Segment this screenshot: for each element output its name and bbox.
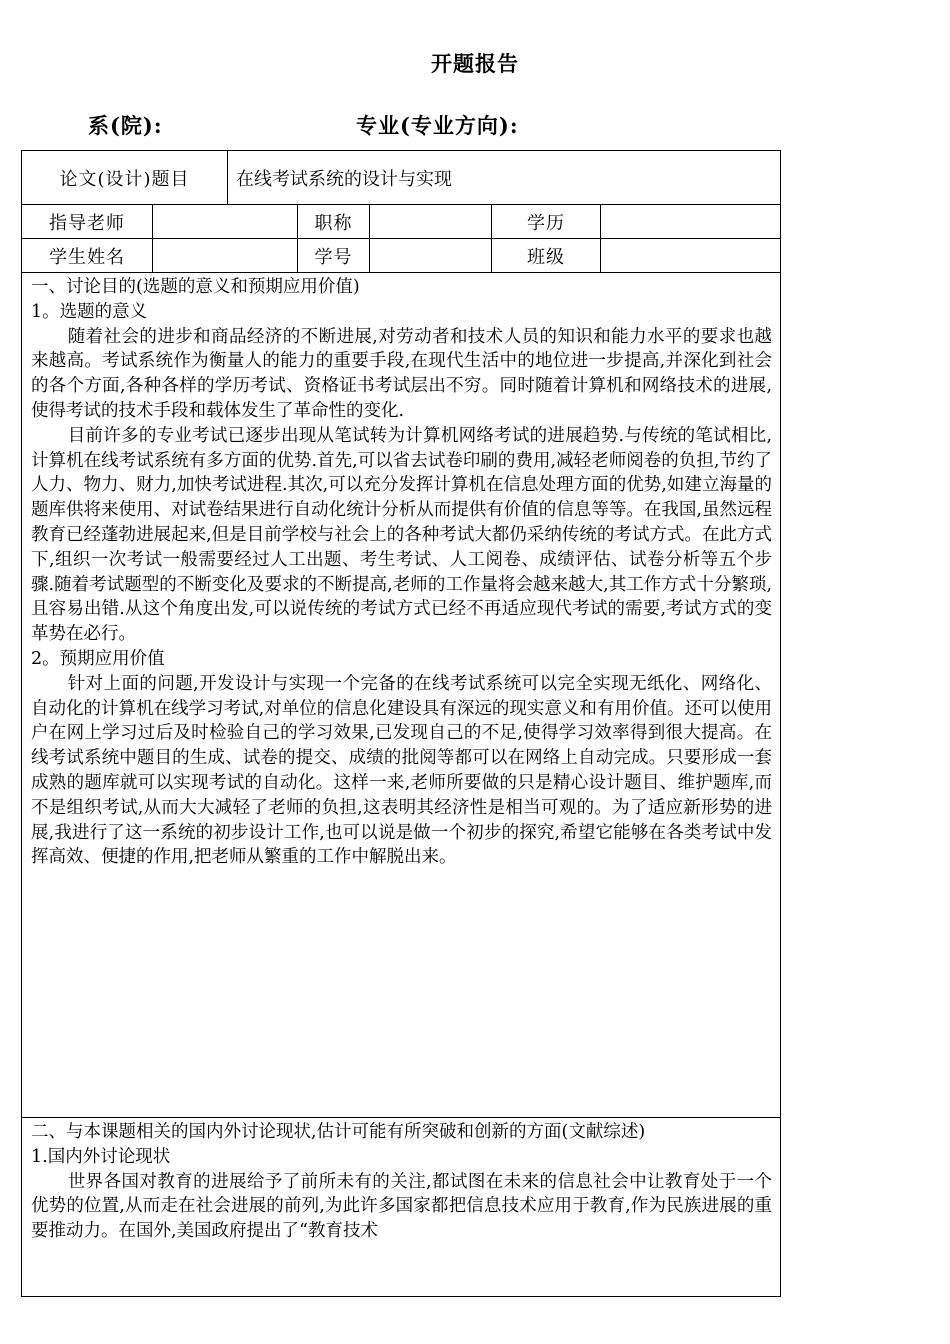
title-label: 职称 [298,205,370,239]
proposal-form-table [21,150,781,1297]
advisor-label: 指导老师 [22,205,153,239]
significance-paragraph-1: 随着社会的进步和商品经济的不断进展,对劳动者和技术人员的知识和能力水平的要求也越来越高。考试系统作为衡量人的能力的重要手段,在现代生活中的地位进一步提高,并深化到社会的各个方面,各种各样的学历考试、资格证书考试层出不穷。同时随着计算机和网络技术的进展,使得考试的技术手段和载体发生了革命性的变化. [31,326,773,421]
title-value[interactable] [370,205,492,239]
student-name-label: 学生姓名 [22,239,153,273]
research-status-heading: 1.国内外讨论现状 [31,1146,171,1167]
significance-paragraph-2: 目前许多的专业考试已逐步出现从笔试转为计算机网络考试的进展趋势.与传统的笔试相比,计算机在线考试系统有多方面的优势.首先,可以省去试卷印刷的费用,减轻老师阅卷的负担,节约了人力、物力、财力,加快考试进程.其次,可以充分发挥计算机在信息处理方面的优势,如建立海量的题库供将来使用、对试卷结果进行自动化统计分析从而提供有价值的信息等等。在我国,虽然远程教育已经蓬勃进展起来,但是目前学校与社会上的各种考试大都仍采纳传统的考试方式。在此方式下,组织一次考试一般需要经过人工出题、考生考试、人工阅卷、成绩评估、试卷分析等五个步骤.随着考试题型的不断变化及要求的不断提高,老师的工作量将会越来越大,其工作方式十分繁琐,且容易出错.从这个角度出发,可以说传统的考试方式已经不再适应现代考试的需要,考试方式的变革势在必行。 [31,425,773,645]
advisor-value[interactable] [153,205,298,239]
research-status-paragraph: 世界各国对教育的进展给予了前所未有的关注,都试图在未来的信息社会中让教育处于一个优势的位置,从而走在社会进展的前列,为此许多国家都把信息技术应用于教育,作为民族进展的重要推动力。在国外,美国政府提出了“教育技术 [31,1171,773,1242]
student-id-label: 学号 [298,239,370,273]
significance-heading: 1。选题的意义 [31,301,148,322]
degree-label: 学历 [492,205,601,239]
application-value-paragraph: 针对上面的问题,开发设计与实现一个完备的在线考试系统可以完全实现无纸化、网络化、自动化的计算机在线学习考试,对单位的信息化建设具有深远的现实意义和有用价值。还可以使用户在网上学习过后及时检验自己的学习效果,已发现自己的不足,使得学习效率得到很大提高。在线考试系统中题目的生成、试卷的提交、成绩的批阅等都可以在网络上自动完成。只要形成一套成熟的题库就可以实现考试的自动化。这样一来,老师所要做的只是精心设计题目、维护题库,而不是组织考试,从而大大减轻了老师的负担,这表明其经济性是相当可观的。为了适应新形势的进展,我进行了这一系统的初步设计工作,也可以说是做一个初步的探究,希望它能够在各类考试中发挥高效、便捷的作用,把老师从繁重的工作中解脱出来。 [31,673,773,868]
research-purpose-section [22,273,781,1118]
department-label: 系(院): [88,113,163,138]
advisor-row [22,205,781,239]
degree-value[interactable] [601,205,781,239]
section-two-row [22,1118,781,1297]
class-label: 班级 [492,239,601,273]
topic-label: 论文(设计)题目 [22,151,228,205]
major-label: 专业(专业方向): [356,113,519,138]
section-one-heading: 一、讨论目的(选题的意义和预期应用价值) [31,277,360,297]
literature-review-section [22,1118,781,1297]
topic-value[interactable]: 在线考试系统的设计与实现 [228,151,781,205]
section-one-row [22,273,781,1118]
class-value[interactable] [601,239,781,273]
student-row [22,239,781,273]
section-two-heading: 二、与本课题相关的国内外讨论现状,估计可能有所突破和创新的方面(文献综述) [31,1122,646,1142]
topic-row [22,151,781,205]
page-title: 开题报告 [431,51,519,76]
application-value-heading: 2。预期应用价值 [31,648,165,669]
student-id-value[interactable] [370,239,492,273]
student-name-value[interactable] [153,239,298,273]
